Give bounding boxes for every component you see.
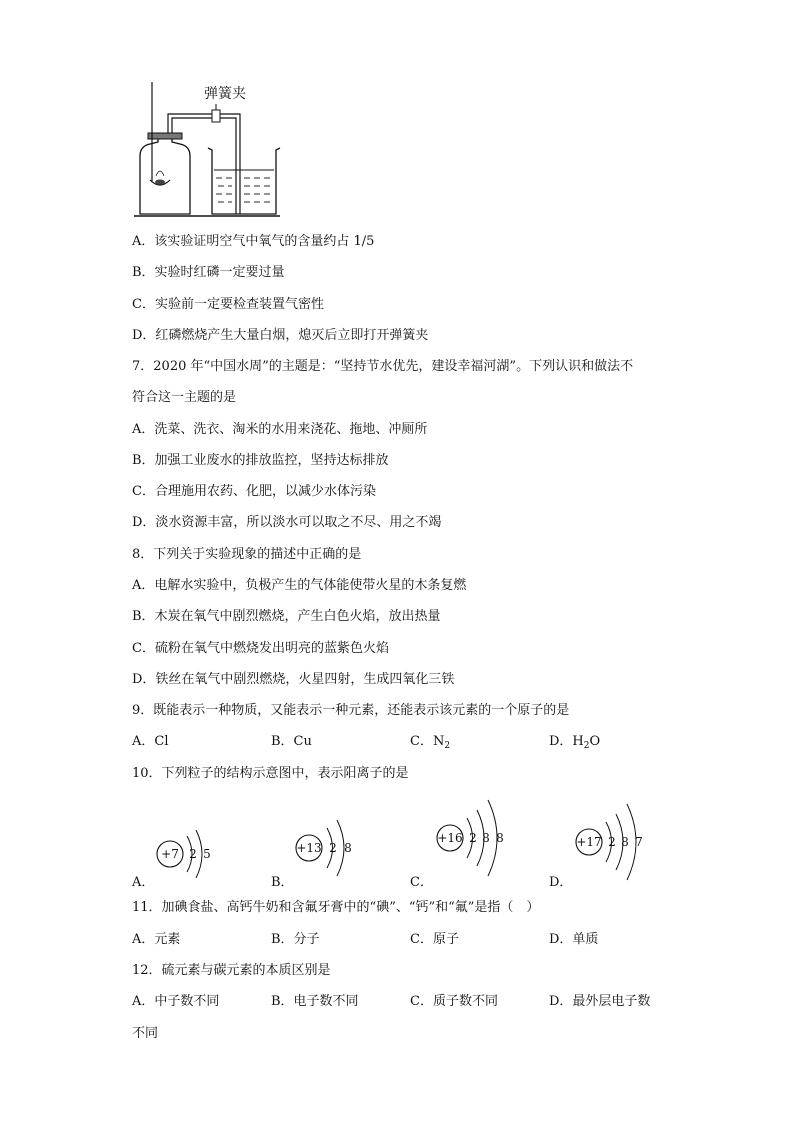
spring-clip-label: 弹簧夹 — [204, 86, 246, 102]
q7-stem-line2: 符合这一主题的是 — [132, 390, 237, 405]
q8-option-b: B．木炭在氧气中剧烈燃烧，产生白色火焰，放出热量 — [132, 609, 441, 624]
q10-c-nucleus: +16 — [437, 831, 463, 845]
q10-b-shell-2: 8 — [344, 841, 352, 855]
q10-diagram-a — [130, 800, 240, 892]
q10-b-nucleus: +13 — [296, 841, 322, 855]
q8-option-c: C．硫粉在氧气中燃烧发出明亮的蓝紫色火焰 — [132, 641, 389, 656]
q10-d-shell-3: 7 — [635, 835, 643, 849]
q10-diagram-d — [547, 790, 667, 892]
q10-a-shell-1: 2 — [189, 847, 197, 861]
q8-option-a: A．电解水实验中，负极产生的气体能使带火星的木条复燃 — [132, 578, 467, 593]
q7-option-c: C．合理施用农药、化肥，以减少水体污染 — [132, 484, 376, 499]
q6-option-a: A．该实验证明空气中氧气的含量约占 1/5 — [132, 234, 375, 249]
q10-a-letter: A． — [132, 875, 155, 890]
q10-d-letter: D． — [549, 875, 573, 890]
q7-option-a: A．洗菜、洗衣、淘米的水用来浇花、拖地、冲厕所 — [132, 422, 428, 437]
q9-option-c-subscript: 2 — [444, 741, 451, 751]
q10-diagram-b — [269, 800, 389, 892]
q10-c-shell-2: 8 — [482, 831, 490, 845]
q8-option-d: D．铁丝在氧气中剧烈燃烧，火星四射，生成四氧化三铁 — [132, 672, 455, 687]
q12-stem: 12．硫元素与碳元素的本质区别是 — [132, 963, 331, 978]
q9-option-d — [549, 733, 600, 755]
q11-option-c: C．原子 — [410, 932, 459, 947]
q11-option-b: B．分子 — [271, 932, 320, 947]
q6-option-d: D．红磷燃烧产生大量白烟，熄灭后立即打开弹簧夹 — [132, 328, 429, 343]
q9-option-c-formula: C．N — [410, 734, 445, 749]
q10-c-shell-1: 2 — [469, 831, 477, 845]
q12-option-d: D．最外层电子数 — [549, 994, 651, 1009]
q7-option-d: D．淡水资源丰富，所以淡水可以取之不尽、用之不竭 — [132, 515, 442, 530]
q12-option-a: A．中子数不同 — [132, 994, 220, 1009]
q9-option-c — [410, 733, 450, 755]
q10-d-shell-2: 8 — [621, 835, 629, 849]
q10-a-nucleus: +7 — [161, 847, 179, 861]
q11-stem: 11．加碘食盐、高钙牛奶和含氟牙膏中的“碘”、“钙”和“氟”是指（ ） — [132, 900, 540, 915]
q9-option-a: A．Cl — [132, 734, 169, 749]
q8-stem: 8．下列关于实验现象的描述中正确的是 — [132, 547, 362, 562]
q9-stem: 9．既能表示一种物质，又能表示一种元素，还能表示该元素的一个原子的是 — [132, 703, 570, 718]
q10-b-shell-1: 2 — [329, 841, 337, 855]
q11-option-d: D．单质 — [549, 932, 599, 947]
q11-option-a: A．元素 — [132, 932, 181, 947]
q12-option-b: B．电子数不同 — [271, 994, 359, 1009]
q9-option-d-subscript: 2 — [583, 741, 590, 751]
q6-option-b: B．实验时红磷一定要过量 — [132, 265, 285, 280]
q6-apparatus-figure — [128, 78, 288, 220]
q7-option-b: B．加强工业废水的排放监控，坚持达标排放 — [132, 453, 389, 468]
q10-b-letter: B． — [271, 875, 294, 890]
q10-d-shell-1: 2 — [608, 835, 616, 849]
q10-stem: 10．下列粒子的结构示意图中，表示阳离子的是 — [132, 766, 409, 781]
q10-diagram-c — [408, 790, 528, 892]
q9-option-d-formula-end: O — [589, 734, 601, 749]
q7-stem-line1: 7．2020 年“中国水周”的主题是：“坚持节水优先，建设幸福河湖”。下列认识和做法不 — [132, 359, 634, 374]
q6-option-c: C．实验前一定要检查装置气密性 — [132, 297, 324, 312]
q12-option-c: C．质子数不同 — [410, 994, 498, 1009]
q10-c-letter: C． — [410, 875, 433, 890]
q10-c-shell-3: 8 — [496, 831, 504, 845]
q10-d-nucleus: +17 — [576, 835, 602, 849]
q12-option-d-wrap: 不同 — [132, 1026, 159, 1041]
q9-option-b: B．Cu — [271, 734, 312, 749]
q10-a-shell-2: 5 — [203, 847, 211, 861]
q9-option-d-formula: D．H — [549, 734, 584, 749]
